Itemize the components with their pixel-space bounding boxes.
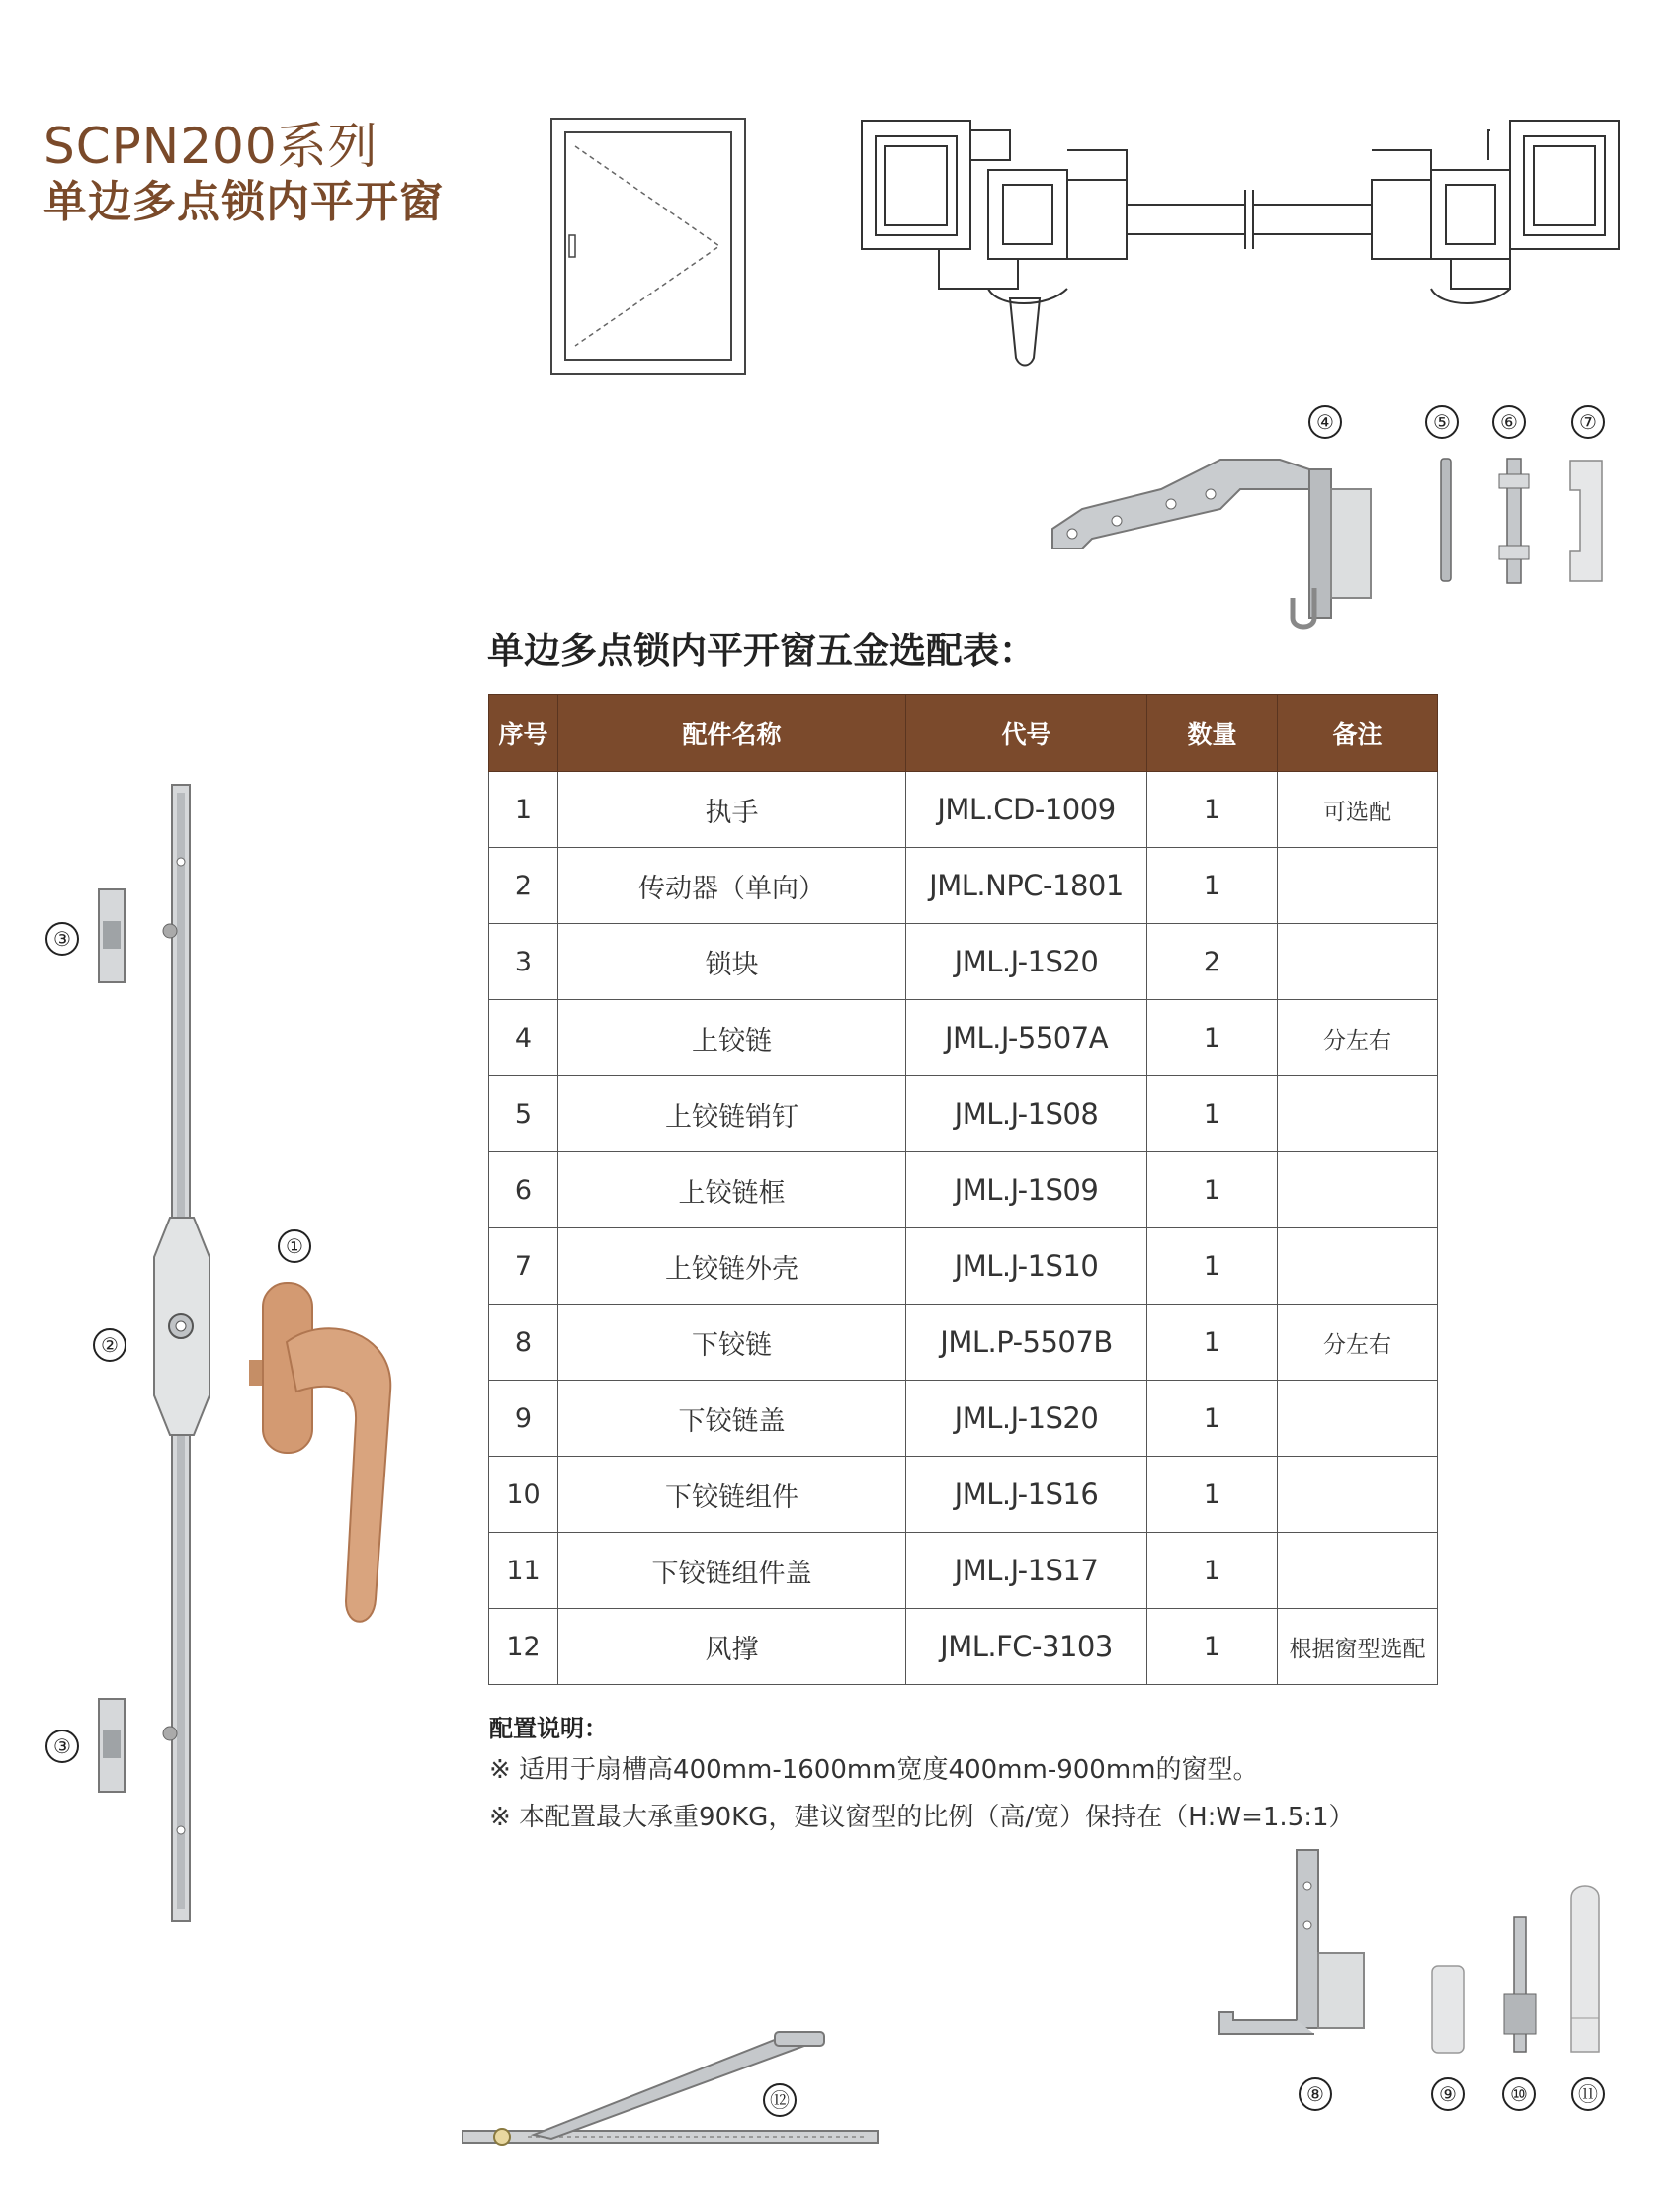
cell-note: 根据窗型选配 [1278, 1609, 1438, 1685]
lower-hinge-cover-image [1428, 1962, 1468, 2057]
table-header-row [489, 695, 1438, 772]
cell-code: JML.J-1S20 [906, 1381, 1147, 1457]
cell-note: 可选配 [1278, 772, 1438, 848]
cell-name: 上铰链框 [558, 1152, 906, 1228]
table-row [489, 1533, 1438, 1609]
note-line-1: ※ 适用于扇槽高400mm-1600mm宽度400mm-900mm的窗型。 [489, 1755, 1259, 1785]
callout-upper-hinge-frame: ⑥ [1492, 405, 1526, 439]
table-row [489, 1457, 1438, 1533]
series-title: SCPN200系列 [43, 118, 378, 175]
cell-name: 风撑 [558, 1609, 906, 1685]
table-row [489, 1381, 1438, 1457]
cell-qty: 1 [1147, 1381, 1278, 1457]
cell-qty: 1 [1147, 1000, 1278, 1076]
cell-note [1278, 1381, 1438, 1457]
cell-qty: 1 [1147, 1305, 1278, 1381]
cell-note [1278, 1533, 1438, 1609]
cell-note: 分左右 [1278, 1000, 1438, 1076]
cell-name: 下铰链盖 [558, 1381, 906, 1457]
cell-code: JML.NPC-1801 [906, 848, 1147, 924]
col-header-note: 备注 [1278, 695, 1438, 772]
callout-lower-hinge-assembly-cover: ⑪ [1571, 2077, 1605, 2111]
profile-section-diagram [860, 111, 1621, 378]
cell-note: 分左右 [1278, 1305, 1438, 1381]
cell-name: 下铰链组件盖 [558, 1533, 906, 1609]
cell-code: JML.FC-3103 [906, 1609, 1147, 1685]
cell-code: JML.J-1S16 [906, 1457, 1147, 1533]
upper-hinge-pin-image [1438, 457, 1454, 585]
lock-block-image [95, 1697, 128, 1796]
cell-no: 12 [489, 1609, 558, 1685]
callout-lower-hinge-assembly: ⑩ [1502, 2077, 1536, 2111]
upper-hinge-image [1043, 450, 1418, 637]
table-row [489, 924, 1438, 1000]
cell-note [1278, 1457, 1438, 1533]
table-row [489, 848, 1438, 924]
cell-qty: 1 [1147, 772, 1278, 848]
cell-no: 3 [489, 924, 558, 1000]
note-line-2: ※ 本配置最大承重90KG，建议窗型的比例（高/宽）保持在（H:W=1.5:1） [489, 1803, 1355, 1832]
col-header-qty: 数量 [1147, 695, 1278, 772]
cell-no: 2 [489, 848, 558, 924]
cell-code: JML.J-1S09 [906, 1152, 1147, 1228]
cell-note [1278, 1152, 1438, 1228]
table-row [489, 1305, 1438, 1381]
table-heading: 单边多点锁内平开窗五金选配表： [487, 630, 1036, 672]
cell-qty: 1 [1147, 1152, 1278, 1228]
table-row [489, 1228, 1438, 1305]
transmission-rod-image [148, 783, 227, 1929]
cell-code: JML.J-1S10 [906, 1228, 1147, 1305]
cell-code: JML.J-1S20 [906, 924, 1147, 1000]
callout-upper-hinge-cover: ⑦ [1571, 405, 1605, 439]
cell-no: 9 [489, 1381, 558, 1457]
cell-no: 8 [489, 1305, 558, 1381]
lower-hinge-assembly-cover-image [1567, 1880, 1603, 2056]
cell-code: JML.J-5507A [906, 1000, 1147, 1076]
friction-stay-image [459, 2028, 883, 2149]
callout-upper-hinge-pin: ⑤ [1425, 405, 1459, 439]
cell-no: 4 [489, 1000, 558, 1076]
cell-note [1278, 1076, 1438, 1152]
handle-image [247, 1273, 405, 1631]
callout-upper-hinge: ④ [1308, 405, 1342, 439]
callout-handle: ① [278, 1229, 311, 1263]
cell-name: 下铰链组件 [558, 1457, 906, 1533]
table-row [489, 1609, 1438, 1685]
cell-name: 下铰链 [558, 1305, 906, 1381]
cell-qty: 2 [1147, 924, 1278, 1000]
cell-no: 7 [489, 1228, 558, 1305]
callout-lock-block-bottom: ③ [45, 1730, 79, 1763]
callout-lock-block-top: ③ [45, 922, 79, 956]
upper-hinge-frame-image [1497, 457, 1533, 585]
cell-code: JML.J-1S08 [906, 1076, 1147, 1152]
callout-transmission: ② [93, 1328, 126, 1362]
upper-hinge-cover-image [1566, 457, 1606, 585]
lock-block-image [95, 887, 128, 986]
cell-qty: 1 [1147, 1457, 1278, 1533]
cell-no: 11 [489, 1533, 558, 1609]
cell-no: 1 [489, 772, 558, 848]
col-header-no: 序号 [489, 695, 558, 772]
table-row [489, 1152, 1438, 1228]
cell-qty: 1 [1147, 1533, 1278, 1609]
cell-no: 6 [489, 1152, 558, 1228]
cell-name: 上铰链 [558, 1000, 906, 1076]
notes-heading: 配置说明： [489, 1715, 608, 1742]
table-row [489, 1000, 1438, 1076]
cell-note [1278, 1228, 1438, 1305]
cell-name: 上铰链销钉 [558, 1076, 906, 1152]
table-row [489, 772, 1438, 848]
cell-note [1278, 924, 1438, 1000]
col-header-code: 代号 [906, 695, 1147, 772]
lower-hinge-assembly-image [1502, 1915, 1538, 2056]
cell-no: 10 [489, 1457, 558, 1533]
callout-lower-hinge: ⑧ [1299, 2077, 1332, 2111]
cell-name: 锁块 [558, 924, 906, 1000]
cell-name: 执手 [558, 772, 906, 848]
cell-qty: 1 [1147, 1609, 1278, 1685]
col-header-name: 配件名称 [558, 695, 906, 772]
callout-friction-stay: ⑫ [763, 2083, 797, 2117]
cell-no: 5 [489, 1076, 558, 1152]
cell-code: JML.CD-1009 [906, 772, 1147, 848]
table-row [489, 1076, 1438, 1152]
hardware-table [488, 694, 1438, 1685]
callout-lower-hinge-cover: ⑨ [1431, 2077, 1465, 2111]
window-elevation-diagram [549, 117, 747, 376]
cell-qty: 1 [1147, 1228, 1278, 1305]
cell-qty: 1 [1147, 848, 1278, 924]
lower-hinge-image [1206, 1846, 1384, 2054]
cell-qty: 1 [1147, 1076, 1278, 1152]
cell-name: 上铰链外壳 [558, 1228, 906, 1305]
cell-code: JML.J-1S17 [906, 1533, 1147, 1609]
cell-code: JML.P-5507B [906, 1305, 1147, 1381]
cell-note [1278, 848, 1438, 924]
cell-name: 传动器（单向） [558, 848, 906, 924]
product-subtitle: 单边多点锁内平开窗 [43, 177, 444, 227]
